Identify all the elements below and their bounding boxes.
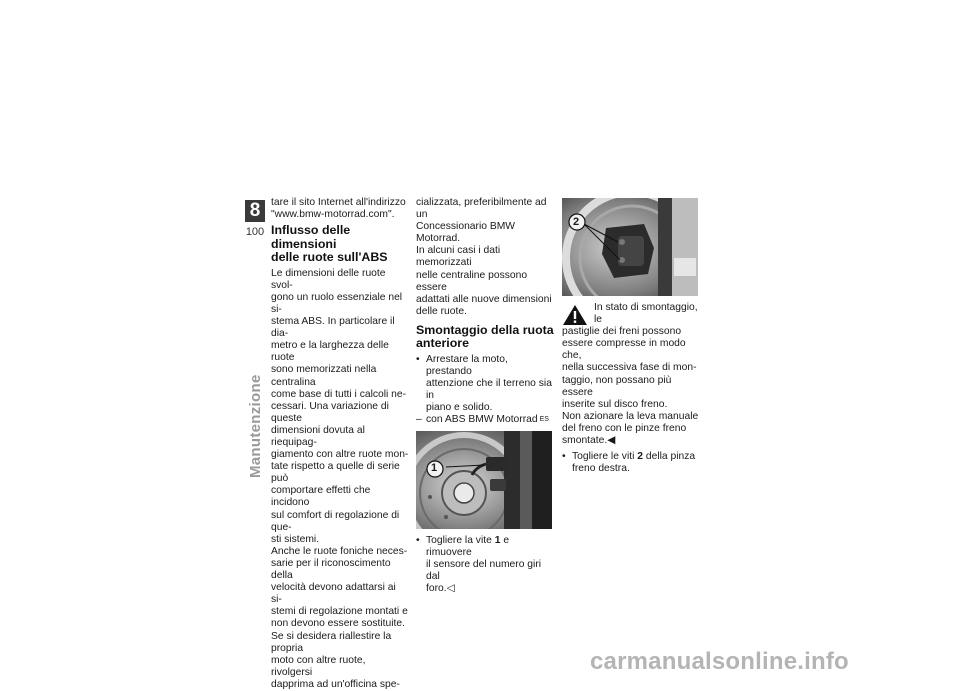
heading-front-wheel-removal: Smontaggio della ruota anteriore: [416, 322, 554, 351]
abs-body-text: Le dimensioni delle ruote svol- gono un ruolo essenziale nel si- stema ABS. In particolare il dia- metro e la larghezza delle ruote sono memorizzati nella centralina come base di tutti i calcoli ne- cessari. Una variazione di queste dimensioni dovuta al riequipag- giamento con altre ruote mon- tate rispetto a quelle di serie può comportare effetti che incidono sul comfort di regolazione di que- sti sistemi. Anche le ruote foniche neces- sarie per il riconoscimento della velocità devono adattarsi ai si- stemi di regolazione montati e non devono essere sostituite. Se si desidera riallestire la propria moto con altre ruote, rivolgersi dapprima ad un'officina spe-: [271, 267, 409, 690]
column-2: [416, 197, 554, 595]
option-code: ES: [539, 416, 549, 424]
bullet-icon: •: [562, 451, 566, 463]
step-secure-bike: • Arrestare la moto, prestando attenzione che il terreno sia in piano e solido.: [416, 353, 552, 414]
callout-1: 1: [431, 461, 438, 474]
step-remove-caliper-screws: • Togliere le viti 2 della pinza freno destra.: [562, 451, 696, 475]
watermark: carmanualsonline.info: [590, 648, 849, 675]
dash-icon: –: [416, 414, 422, 426]
condition-abs: – con ABS BMW Motorrad $^{ES}$: [416, 414, 549, 426]
heading-abs-wheel-size: Influsso delle dimensioni delle ruote sull'ABS: [271, 223, 388, 265]
section-title-text: Manutenzione: [247, 374, 264, 478]
bullet-icon: •: [416, 353, 420, 365]
photo-brake-caliper: [562, 198, 698, 296]
column-1: [271, 197, 409, 691]
chapter-tab: 8: [245, 200, 265, 222]
warning-note: In stato di smontaggio, le pastiglie dei freni possono essere compresse in modo che, nella successiva fase di mon- taggio, non possano più essere inserite sul disco freno. Non azionare la leva manuale del freno con le pinze freno smontate.◀: [562, 302, 699, 447]
section-title-vertical: [245, 360, 265, 480]
bullet-icon: •: [416, 534, 420, 546]
step-remove-sensor: • Togliere la vite 1 e rimuovere il sensore del numero giri dal foro.◁: [416, 534, 542, 594]
column-3: [562, 197, 700, 475]
callout-2: 2: [573, 216, 580, 228]
intro-text: tare il sito Internet all'indirizzo "www.bmw-motorrad.com".: [271, 197, 406, 221]
page-number: 100: [245, 226, 265, 238]
warning-icon: [562, 304, 588, 326]
continuation-text: cializzata, preferibilmente ad un Concessionario BMW Motorrad. In alcuni casi i dati memorizzati nelle centraline possono essere adattati alle nuove dimensioni delle ruote.: [416, 197, 552, 317]
photo-wheel-sensor: [416, 431, 552, 529]
